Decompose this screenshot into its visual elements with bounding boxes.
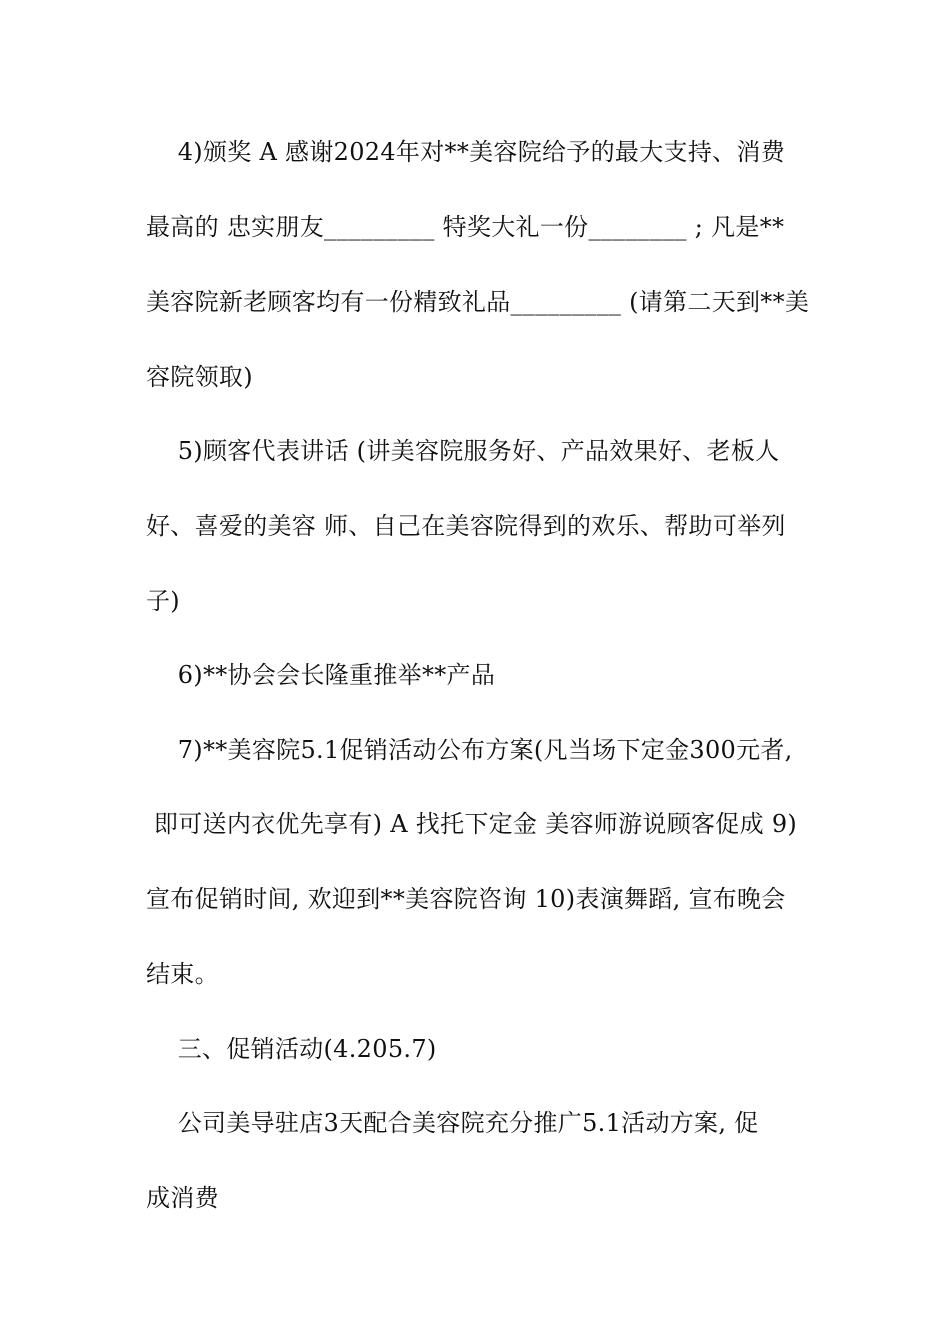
paragraph-4-line-2: 最高的 忠实朋友_________ 特奖大礼一份________ ; 凡是** — [146, 213, 785, 241]
paragraph-6-line-1: 6)**协会会长隆重推举**产品 — [146, 661, 496, 689]
paragraph-4-line-1: 4)颁奖 A 感谢2024年对**美容院给予的最大支持、消费 — [146, 138, 786, 166]
section-3-heading: 三、促销活动(4.205.7) — [146, 1035, 437, 1063]
section-3-body-line-1: 公司美导驻店3天配合美容院充分推广5.1活动方案, 促 — [146, 1109, 759, 1137]
paragraph-5-line-3: 子) — [146, 587, 180, 615]
paragraph-5-line-1: 5)顾客代表讲话 (讲美容院服务好、产品效果好、老板人 — [146, 437, 780, 465]
paragraph-5-line-2: 好、喜爱的美容 师、自己在美容院得到的欢乐、帮助可举列 — [146, 512, 786, 540]
paragraph-7-line-1: 7)**美容院5.1促销活动公布方案(凡当场下定金300元者, — [146, 736, 793, 764]
paragraph-4-line-3: 美容院新老顾客均有一份精致礼品_________ (请第二天到**美 — [146, 288, 810, 316]
paragraph-7-line-4: 结束。 — [146, 960, 219, 988]
section-3-body-line-2: 成消费 — [146, 1184, 219, 1212]
paragraph-4-line-4: 容院领取) — [146, 363, 253, 391]
paragraph-7-line-3: 宣布促销时间, 欢迎到**美容院咨询 10)表演舞蹈, 宣布晚会 — [146, 885, 786, 913]
paragraph-7-line-2: 即可送内衣优先享有) A 找托下定金 美容师游说顾客促成 9) — [146, 810, 798, 838]
